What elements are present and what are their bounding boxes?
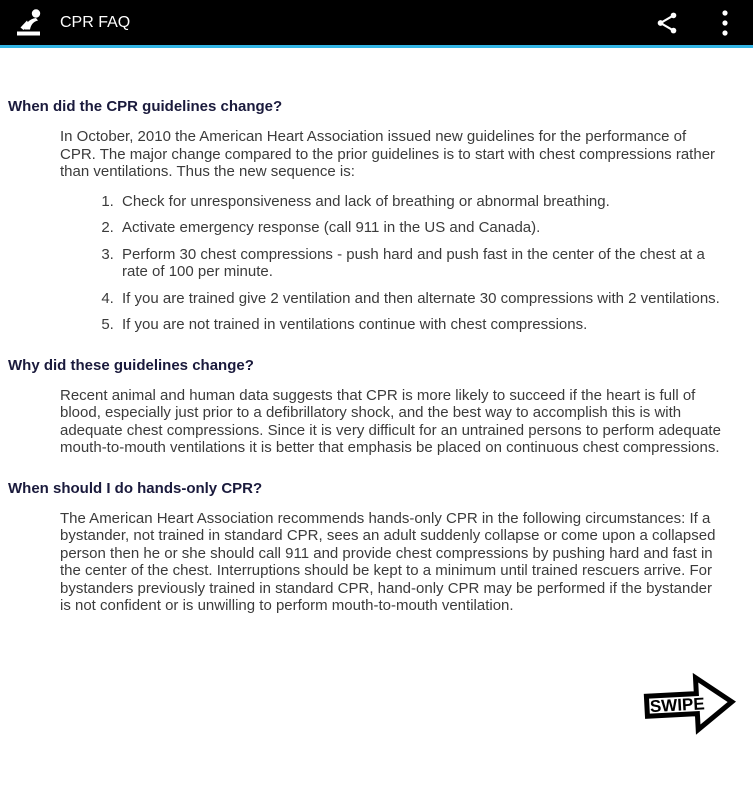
list-item: 3. Perform 30 chest compressions - push hard and push fast in the center of the chest at a rate of 100 per minute.	[118, 246, 721, 281]
section-heading: Why did these guidelines change?	[8, 356, 254, 374]
list-item: 2. Activate emergency response (call 911 in the US and Canada).	[118, 219, 721, 237]
section-paragraph: In October, 2010 the American Heart Association issued new guidelines for the performance of CPR. The major change compared to the prior guidelines is to start with chest compressions rather than ventilations. Thus the new sequence is:	[60, 128, 716, 180]
action-bar	[0, 0, 753, 48]
swipe-arrow-icon	[641, 670, 738, 744]
faq-section-guidelines-change	[8, 98, 737, 334]
faq-section-hands-only	[8, 480, 737, 615]
cpr-logo-icon[interactable]	[12, 7, 50, 39]
section-paragraph: The American Heart Association recommends hands-only CPR in the following circumstances: If a bystander, not trained in standard CPR, sees an adult suddenly collapse or come upon a collapsed person then he or she should call 911 and provide chest compressions by pushing hard and fast in the center of the chest. Interruptions should be kept to a minimum until trained rescuers arrive. For bystanders previously trained in standard CPR, hand-only CPR may be performed if the bystander is not confident or is unwilling to perform mouth-to-mouth ventilation.	[60, 509, 716, 614]
cpr-steps-list	[92, 193, 721, 334]
overflow-menu-icon[interactable]	[709, 5, 741, 41]
share-icon[interactable]	[651, 5, 683, 41]
list-item: 4. If you are trained give 2 ventilation and then alternate 30 compressions with 2 ventilations.	[118, 290, 721, 308]
faq-content[interactable]	[0, 48, 753, 615]
actionbar-actions	[651, 5, 745, 41]
page-title: CPR FAQ	[60, 13, 131, 31]
section-paragraph: Recent animal and human data suggests that CPR is more likely to succeed if the heart is full of blood, especially just prior to a defibrillatory shock, and the best way to accomplish this is with adequate chest compressions. Since it is very difficult for an untrained persons to perform adequate mouth-to-mouth ventilations it is better that emphasis be placed on continuous chest compressions.	[60, 386, 721, 456]
section-heading: When should I do hands-only CPR?	[8, 479, 263, 497]
swipe-label: SWIPE	[649, 694, 706, 717]
section-heading: When did the CPR guidelines change?	[8, 98, 283, 115]
list-item: 5. If you are not trained in ventilations continue with chest compressions.	[118, 316, 721, 334]
list-item: 1. Check for unresponsiveness and lack of breathing or abnormal breathing.	[118, 193, 721, 211]
faq-section-why-change	[8, 357, 737, 457]
